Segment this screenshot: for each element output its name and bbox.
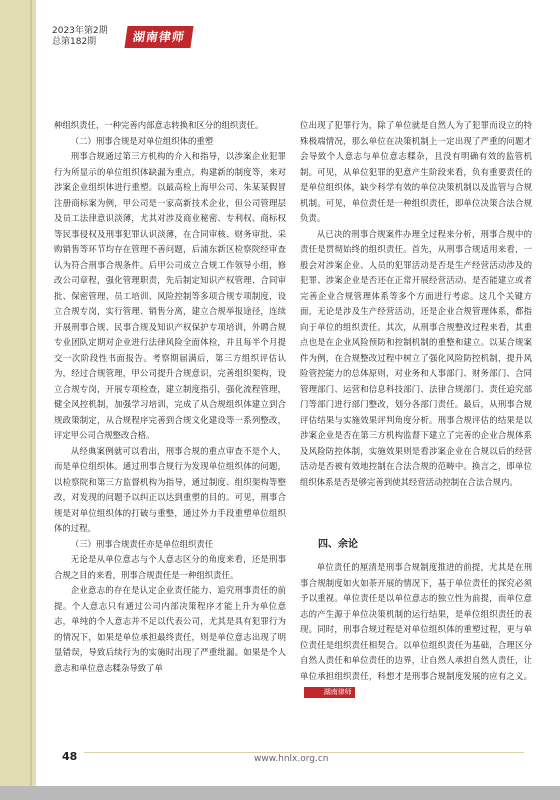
paragraph: 刑事合规通过第三方机构的介入和指导，以涉案企业犯罪行为所显示的单位组织体缺漏为重点，构建新的制度等，来对涉案企业组织体进行重塑。以最高检上海甲公司、朱某某假冒注册商标案为例，甲公司是一家高新技术企业，但公司管理层及员工法律意识淡薄，尤其对涉及商业秘密、专利权、商标权等民事侵权及刑事犯罪认识淡薄，在合同审核、财务审批、采购销售等环节均存在管理不善问题，后浦东新区检察院经审查认为符合刑事合规条件。后甲公司成立合规工作领导小组，修改公司章程，强化管理职责，先后制定知识产权管理、合同审批、保密管理、员工培训、风险控制等多项合规专项制度，设立合规专岗，实行管理、销售分离，建立合规举报途径，连续开展刑事合规、民事合规及知识产权保护专项培训，外聘合规专业团队定期对企业进行法律风险全面体检，并且每半个月提交一次阶段性书面报告。考察期届满后，第三方组织评估认为，经过合规管理，甲公司提升合规意识，完善组织架构，设立合规专岗，开展专项检查，建立制度指引，强化流程管理，健全风控机制，加强学习培训，完成了从合规组织体建立到合规政策制定，从合规程序完善到合规文化建设等一系列整改，评定甲公司合规整改合格。: [54, 151, 286, 440]
left-column: [54, 118, 286, 673]
website-url: www.hnlx.org.cn: [254, 754, 329, 764]
sidebar-stripe: [30, 0, 32, 800]
paragraph: 无论是从单位意志与个人意志区分的角度来看，还是刑事合规之目的来看，刑事合规责任是一种组织责任。: [54, 554, 286, 580]
section-heading-conclusion: 四、余论: [318, 539, 358, 550]
end-mark: 湖南律师: [304, 687, 355, 698]
section-heading: （三）刑事合规责任亦是单位组织责任: [70, 538, 214, 549]
conclusion-text: 单位责任的厘清是刑事合规制度推进的前提，尤其是在刑事合规制度如火如荼开展的情况下，基于单位责任的探究必须予以重视。单位责任是以单位意志的独立性为前提，而单位意志的产生源于单位决策机制的运行结果，是单位组织责任的表现。同时，刑事合规过程是对单位组织体的重塑过程，更与单位责任是组织责任相契合。以单位组织责任为基础，合理区分自然人责任和单位责任的边界，让自然人承担自然人责任，让单位承担组织责任，科想才是刑事合规制度发展的应有之义。: [300, 562, 532, 681]
issue-number: 2023年第2期: [52, 26, 108, 36]
footer-strip: [0, 786, 560, 800]
right-column-bottom: [300, 560, 532, 696]
section-heading: （二）刑事合规是对单位组织体的重塑: [70, 135, 214, 146]
paragraph: 位出现了犯罪行为，除了单位就是自然人为了犯罪而设立的特殊极端情况，那么单位在决策机制上一定出现了严重的问题才会导致个人意志与单位意志糅杂，且没有明确有效的监管机制。可见，从单位犯罪的犯意产生阶段来看，负有重要责任的是单位组织体，缺少科学有效的单位决策机制以及监管与合规机制。可见，单位责任是一种组织责任，即单位决策合法合规负责。: [300, 120, 532, 223]
paragraph: 从经典案例就可以看出，刑事合规的重点审查不是个人，而是单位组织体。通过刑事合规行为发现单位组织体的问题，以检察院和第三方监督机构为指导，通过制度、组织架构等整改，对发现的问题予以纠正以达到重塑的目的。可见，刑事合规是对单位组织体的打破与重整，通过外力手段重塑单位组织体的过程。: [54, 445, 286, 533]
journal-logo: 湖南律师: [124, 26, 193, 48]
page-number: 48: [62, 750, 78, 763]
issue-total: 总第182期: [52, 37, 97, 47]
paragraph: [300, 560, 532, 700]
issue-info: [52, 26, 108, 48]
paragraph: 种组织责任，一种完善内部意志转换和区分的组织责任。: [54, 120, 264, 130]
paragraph: 从已决的刑事合规案件办理全过程来分析，刑事合规中的责任是贯彻始终的组织责任。首先，从刑事合规适用来看，一般会对涉案企业、人员的犯罪活动是否是生产经营活动涉及的犯罪、涉案企业是否还在正常开展经营活动、是否能建立或者完善企业合规管理体系等多个方面进行考虑。这几个关键方面，无论是涉及生产经营活动，还是企业合规管理体系，都指向于单位的组织责任。其次，从刑事合规整改过程来看，其重点也是在企业风险预防和控制机制的重整和建立。以某合规案件为例，在合规整改过程中树立了强化风险防控机制，提升风险管控能力的总体原则，对业务和人事部门、财务部门、合同管理部门、运营和信息科技部门、法律合规部门、责任追究部门等部门进行部门整改，划分各部门责任。最后，从刑事合规评估结果与实施效果评判角度分析。刑事合规评估的结果是以涉案企业是否在第三方机构监督下建立了完善的企业合规体系及风险防控体制，实施效果则是看涉案企业在合规以后的经营活动是否被有效地控制在合法合规的范畴中。换言之，即单位组织体系是否是够完善到使其经营活动控制在合法合规内。: [300, 228, 532, 487]
right-column-top: [300, 118, 532, 538]
paragraph: 企业意志的存在是认定企业责任能力、追究刑事责任的前提。个人意志只有通过公司内部决策程序才能上升为单位意志，单纯的个人意志并不足以代表公司，尤其是具有犯罪行为的情况下，如果是单位承担最终责任，则是单位意志出现了明显错误，导致后续行为的实施时出现了严重纰漏。如果是个人意志和单位意志糅杂导致了单: [54, 585, 286, 673]
